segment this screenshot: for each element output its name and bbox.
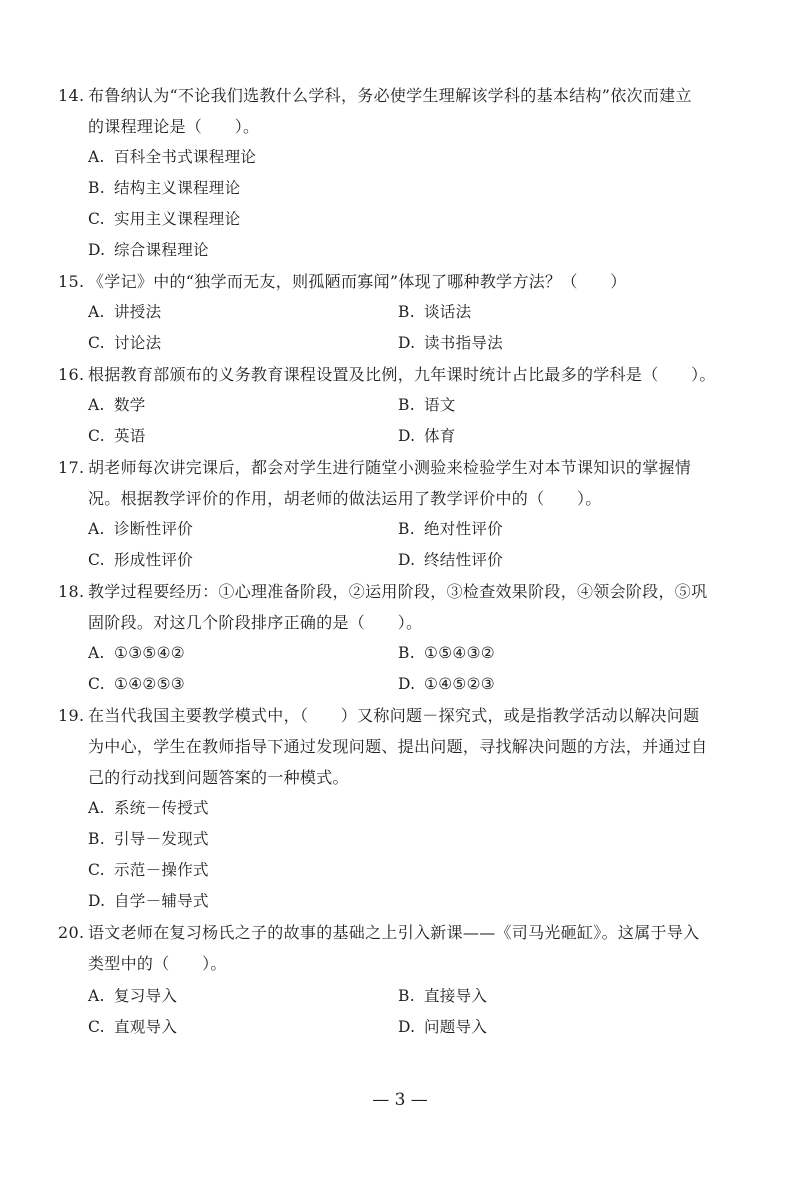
option-letter: D. <box>398 427 416 445</box>
option-letter: B. <box>398 987 415 1005</box>
option-letter: C. <box>88 210 105 228</box>
option <box>398 638 495 669</box>
question-number: 19. <box>58 706 85 725</box>
option <box>88 421 146 452</box>
option-text: 结构主义课程理论 <box>114 179 241 197</box>
question-text-line: 胡老师每次讲完课后，都会对学生进行随堂小测验来检验学生对本节课知识的掌握情 <box>88 458 692 477</box>
option-letter: A. <box>88 987 105 1005</box>
option <box>88 173 240 204</box>
option <box>398 297 471 328</box>
option-letter: D. <box>398 551 416 569</box>
option-text: 绝对性评价 <box>424 520 504 538</box>
question-15 <box>58 266 748 297</box>
option <box>88 793 209 824</box>
option-text: 诊断性评价 <box>114 520 194 538</box>
option-letter: A. <box>88 303 105 321</box>
question-text-line: 根据教育部颁布的义务教育课程设置及比例，九年课时统计占比最多的学科是（ ）。 <box>88 365 716 384</box>
option-text: ①⑤④③② <box>424 644 495 662</box>
option-letter: D. <box>398 1018 416 1036</box>
option <box>88 981 177 1012</box>
option-letter: A. <box>88 520 105 538</box>
option <box>398 390 456 421</box>
option <box>398 514 503 545</box>
option-text: 语文 <box>424 396 456 414</box>
option-letter: C. <box>88 675 105 693</box>
question-19 <box>58 700 748 793</box>
question-20 <box>58 917 748 979</box>
option-letter: D. <box>398 675 416 693</box>
option-text: 百科全书式课程理论 <box>114 148 257 166</box>
option-text: 谈话法 <box>424 303 472 321</box>
option <box>88 204 240 235</box>
question-text-line: 固阶段。对这几个阶段排序正确的是（ ）。 <box>88 613 423 632</box>
option <box>88 235 209 266</box>
option-text: ①④②⑤③ <box>114 675 185 693</box>
option <box>88 390 146 421</box>
option <box>88 1012 177 1043</box>
question-number: 17. <box>58 458 85 477</box>
question-number: 14. <box>58 86 85 105</box>
option <box>88 297 161 328</box>
option-text: 综合课程理论 <box>114 241 209 259</box>
option-letter: C. <box>88 551 105 569</box>
option-text: ①③⑤④② <box>114 644 185 662</box>
option-text: 示范－操作式 <box>114 861 209 879</box>
option <box>398 1012 487 1043</box>
option-letter: D. <box>88 241 106 259</box>
option <box>88 886 209 917</box>
question-text-line: 语文老师在复习杨氏之子的故事的基础之上引入新课——《司马光砸缸》。这属于导入 <box>88 923 700 942</box>
option-letter: B. <box>398 396 415 414</box>
option-text: 读书指导法 <box>424 334 504 352</box>
option-text: 形成性评价 <box>114 551 194 569</box>
option-letter: C. <box>88 861 105 879</box>
question-text-line: 《学记》中的“独学而无友，则孤陋而寡闻”体现了哪种教学方法？（ ） <box>88 272 627 291</box>
option-text: 直接导入 <box>424 987 488 1005</box>
option-letter: C. <box>88 427 105 445</box>
question-14 <box>58 80 748 142</box>
option-letter: B. <box>88 830 105 848</box>
option-letter: B. <box>88 179 105 197</box>
question-text-line: 在当代我国主要教学模式中，（ ）又称问题－探究式，或是指教学活动以解决问题 <box>88 706 700 725</box>
option <box>88 328 161 359</box>
option-text: 自学－辅导式 <box>114 892 209 910</box>
option <box>398 981 487 1012</box>
question-text-line: 己的行动找到问题答案的一种模式。 <box>88 768 349 787</box>
option <box>88 142 256 173</box>
question-text-line: 为中心，学生在教师指导下通过发现问题、提出问题，寻找解决问题的方法，并通过自 <box>88 737 708 756</box>
question-number: 15. <box>58 272 85 291</box>
question-17 <box>58 452 748 514</box>
option-text: 实用主义课程理论 <box>114 210 241 228</box>
option-text: 系统－传授式 <box>114 799 209 817</box>
question-text-line: 类型中的（ ）。 <box>88 954 227 973</box>
question-18 <box>58 576 748 638</box>
option-letter: C. <box>88 334 105 352</box>
question-number: 20. <box>58 923 85 942</box>
option-letter: B. <box>398 303 415 321</box>
option-letter: C. <box>88 1018 105 1036</box>
option-letter: B. <box>398 520 415 538</box>
option-text: 英语 <box>114 427 146 445</box>
option-letter: D. <box>398 334 416 352</box>
question-number: 18. <box>58 582 85 601</box>
option-text: 终结性评价 <box>424 551 504 569</box>
question-number: 16. <box>58 365 85 384</box>
option-letter: A. <box>88 396 105 414</box>
option-text: 数学 <box>114 396 146 414</box>
option <box>88 824 209 855</box>
option-letter: B. <box>398 644 415 662</box>
option <box>398 669 495 700</box>
option-text: 体育 <box>424 427 456 445</box>
option-text: 引导－发现式 <box>114 830 209 848</box>
option <box>88 855 209 886</box>
option-text: ①④⑤②③ <box>424 675 495 693</box>
option <box>88 669 185 700</box>
page-number: — 3 — <box>372 1090 428 1110</box>
question-text-line: 教学过程要经历：①心理准备阶段，②运用阶段，③检查效果阶段，④领会阶段，⑤巩 <box>88 582 708 601</box>
option-letter: A. <box>88 799 105 817</box>
option <box>398 545 503 576</box>
question-text-line: 况。根据教学评价的作用，胡老师的做法运用了教学评价中的（ ）。 <box>88 489 602 508</box>
option-letter: A. <box>88 148 105 166</box>
option-text: 讨论法 <box>114 334 162 352</box>
option <box>88 545 193 576</box>
question-text-line: 布鲁纳认为“不论我们选教什么学科，务必使学生理解该学科的基本结构”依次而建立 <box>88 86 692 105</box>
question-16 <box>58 359 748 390</box>
option-text: 直观导入 <box>114 1018 178 1036</box>
option-text: 问题导入 <box>424 1018 488 1036</box>
option <box>398 328 503 359</box>
question-text-line: 的课程理论是（ ）。 <box>88 117 260 136</box>
option-text: 复习导入 <box>114 987 178 1005</box>
option <box>398 421 456 452</box>
option <box>88 638 185 669</box>
option-letter: A. <box>88 644 105 662</box>
option-letter: D. <box>88 892 106 910</box>
option-text: 讲授法 <box>114 303 162 321</box>
option <box>88 514 193 545</box>
